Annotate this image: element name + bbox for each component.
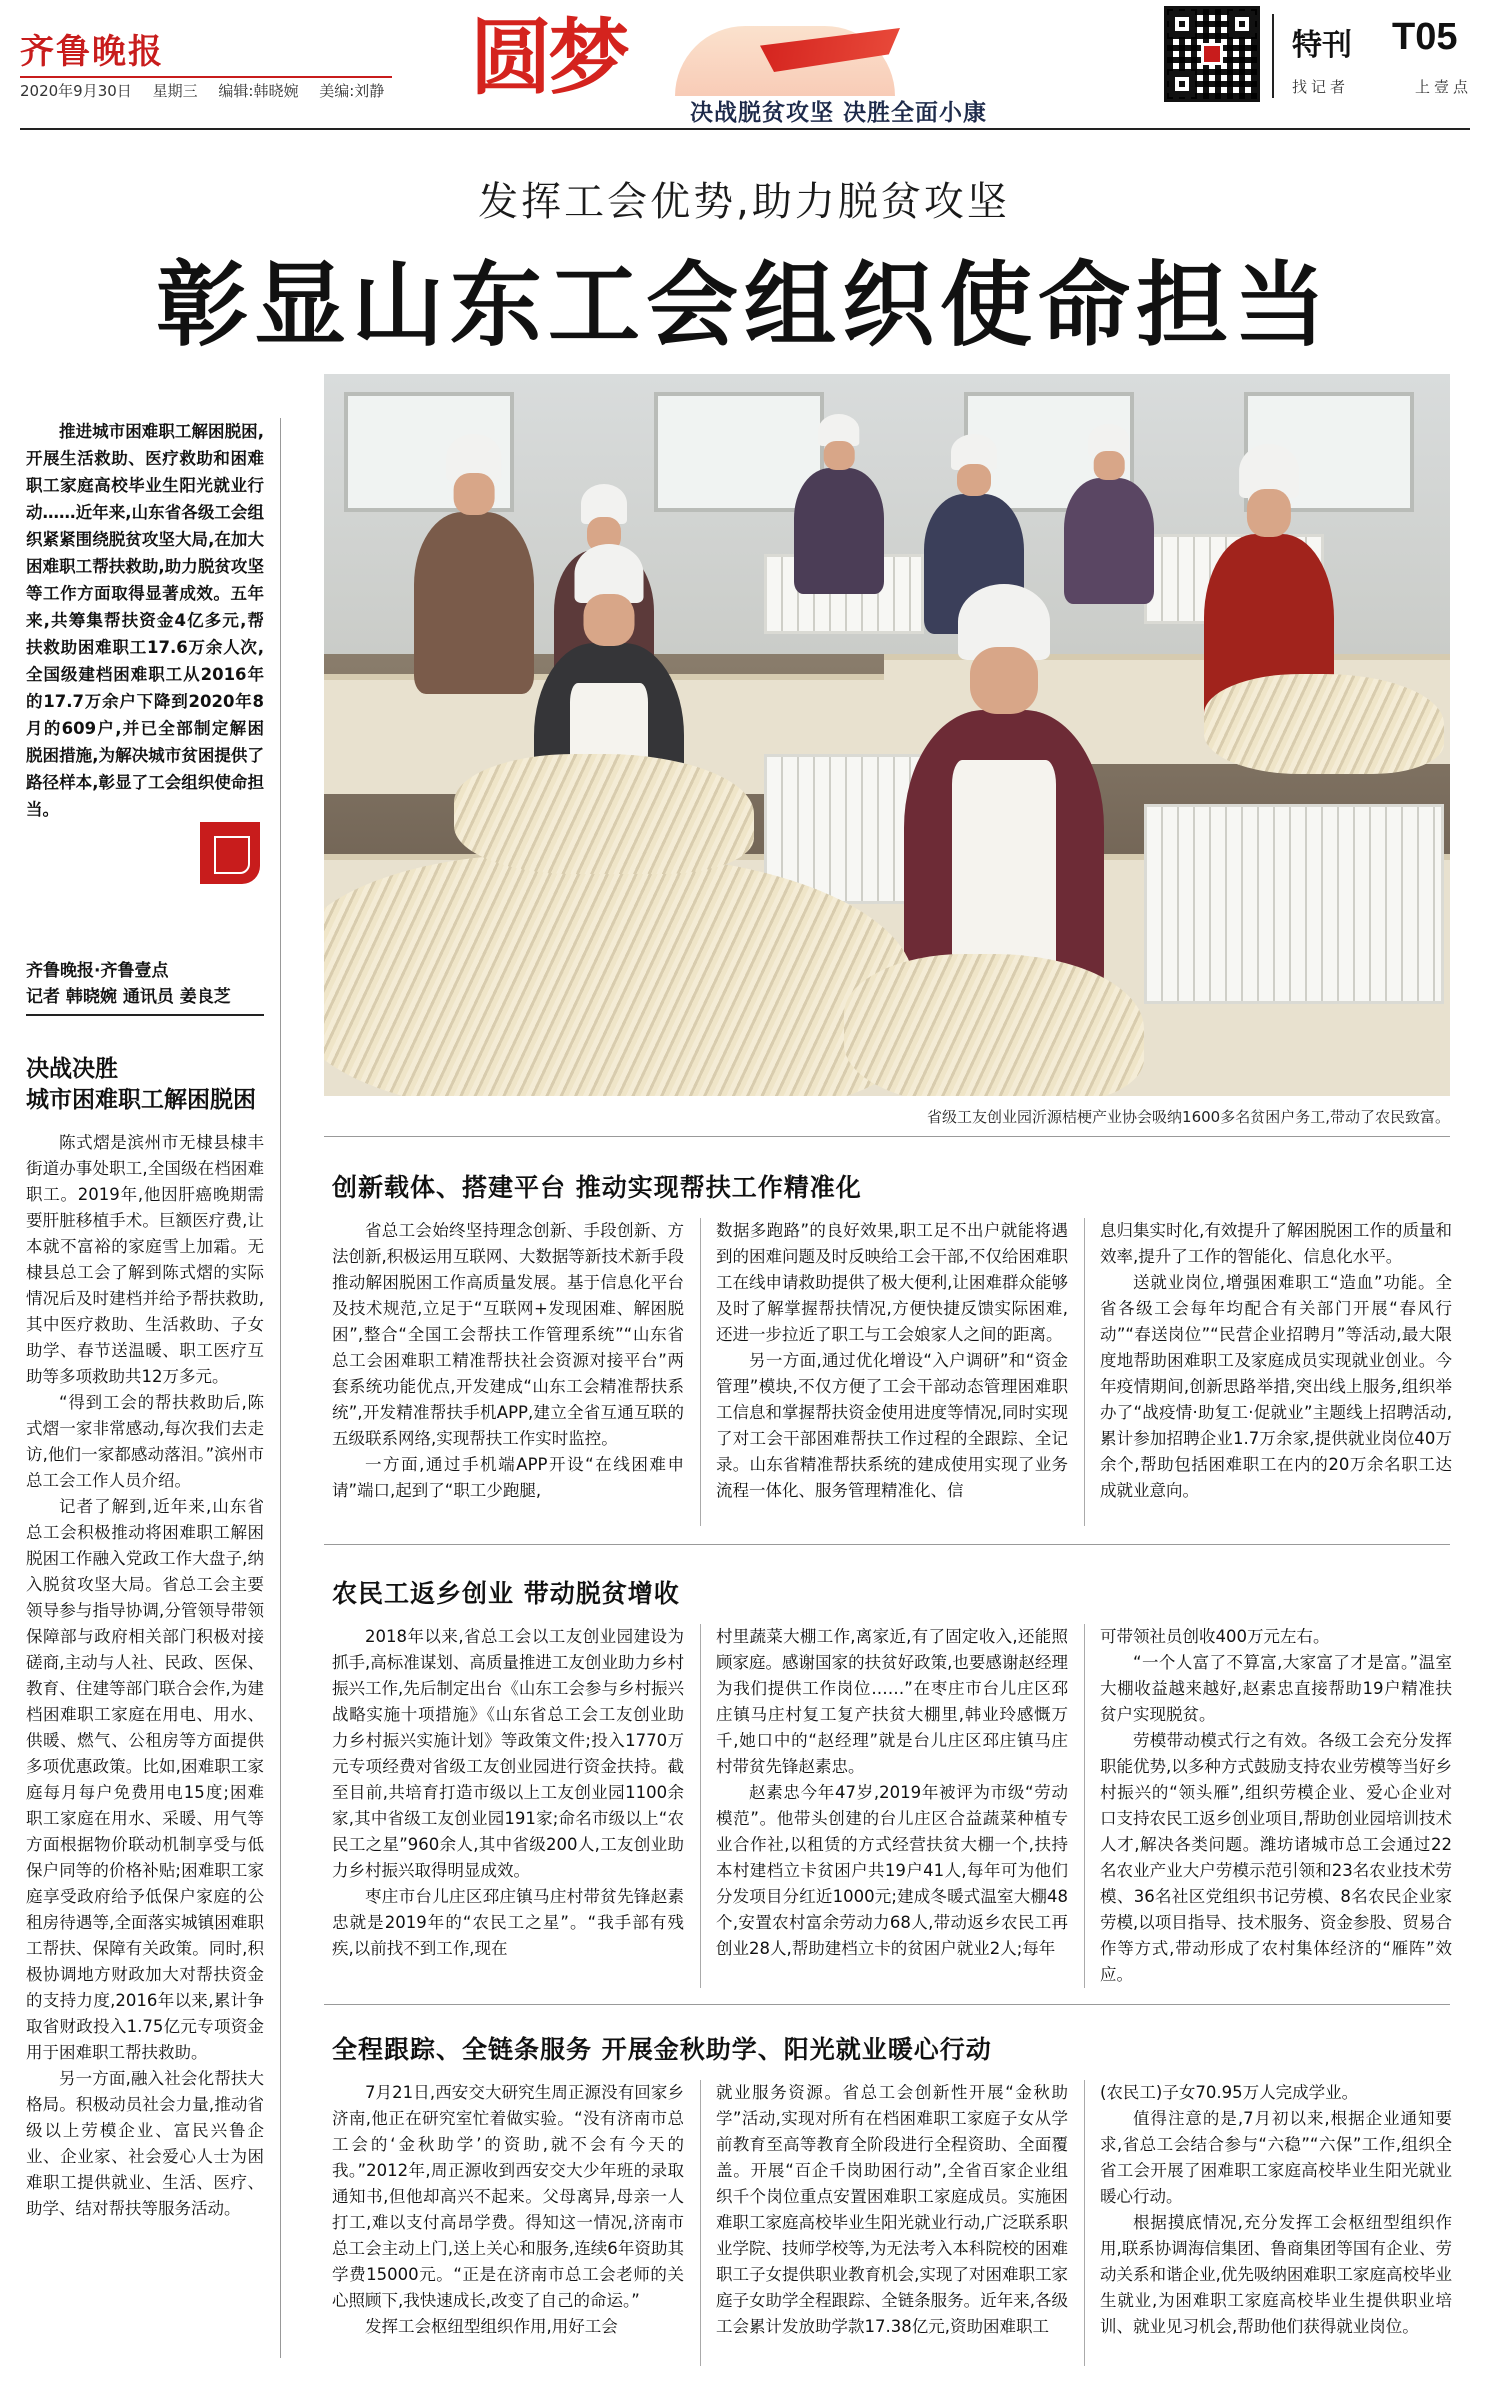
left-column-rule [280,418,281,2358]
paper-name: 齐鲁晚报 [20,32,164,72]
photo-crate [1144,804,1444,1004]
text-paragraph: 可带领社员创收400万元左右。 [1100,1627,1330,1646]
qr-corner [1229,11,1255,37]
text-column [1100,1218,1452,1526]
column-divider [700,2080,701,2366]
section-rule [324,2004,1450,2005]
lead-paragraph: 推进城市困难职工解困脱困,开展生活救助、医疗救助和困难职工家庭高校毕业生阳光就业行动……近年来,山东省各级工会组织紧紧围绕脱贫攻坚大局,在加大困难职工帮扶救助,助力脱贫攻坚等工作方面取得显著成效。五年来,共筹集帮扶资金4亿多元,帮扶救助困难职工17.6万余人次,全国级建档困难职工从2016年的17.7万余户下降到2020年8月的609户,并已全部制定解困脱困措施,为解决城市贫困提供了路径样本,彰显了工会组织使命担当。 [26,422,264,819]
text-paragraph: 息归集实时化,有效提升了解困脱困工作的质量和效率,提升了工作的智能化、信息化水平。 [1100,1221,1452,1266]
photo-root-pile [844,954,1144,1096]
qr-corner [1169,11,1195,37]
photo-caption: 省级工友创业园沂源桔梗产业协会吸纳1600多名贫困户务工,带动了农民致富。 [927,1108,1450,1126]
masthead [0,0,1488,140]
text-paragraph: 另一方面,通过优化增设“入户调研”和“资金管理”模块,不仅方便了工会干部动态管理困难职工信息和掌握帮扶资金使用进度等情况,同时实现了对工会干部困难帮扶工作过程的全跟踪、全记录。山东省精准帮扶系统的建成使用实现了业务流程一体化、服务管理精准化、信 [716,1351,1068,1500]
masthead-divider [20,76,392,78]
text-paragraph: 枣庄市台儿庄区邳庄镇马庄村带贫先锋赵素忠就是2019年的“农民工之星”。“我手部有残疾,以前找不到工作,现在 [332,1887,684,1958]
sidebar-paragraph: 记者了解到,近年来,山东省总工会积极推动将困难职工解困脱困工作融入党政工作大盘子,纳入脱贫攻坚大局。省总工会主要领导参与指导协调,分管领导带领保障部与政府相关部门积极对接磋商,主动与人社、民政、医保、教育、住建等部门联合会作,为建档困难职工家庭在用电、用水、供暖、燃气、公租房等方面提供多项优惠政策。比如,困难职工家庭每月每户免费用电15度;困难职工家庭在用水、采暖、用气等方面根据物价联动机制享受与低保户同等的价格补贴;困难职工家庭享受政府给予低保户家庭的公租房待遇等,全面落实城镇困难职工帮扶、保障有关政策。同时,积极协调地方财政加大对帮扶资金的支持力度,2016年以来,累计争取省财政投入1.75亿元专项资金用于困难职工帮扶救助。 [26,1497,264,2062]
text-column [716,2080,1068,2366]
text-paragraph: 值得注意的是,7月初以来,根据企业通知要求,省总工会结合参与“六稳”“六保”工作,组织全省工会开展了困难职工家庭高校毕业生阳光就业暖心行动。 [1100,2109,1452,2206]
logo-slogan: 决战脱贫攻坚 决胜全面小康 [690,100,988,126]
article-kicker: 发挥工会优势,助力脱贫攻坚 [478,179,1010,225]
qilu-yidian-logo-icon [200,822,260,884]
photo-worker [1064,424,1154,604]
text-paragraph: 发挥工会枢纽型组织作用,用好工会 [365,2317,618,2336]
text-column [332,2080,684,2366]
sidebar-title [26,1054,264,1116]
text-paragraph: 根据摸底情况,充分发挥工会枢纽型组织作用,联系协调海信集团、鲁商集团等国有企业、劳动关系和谐企业,优先吸纳困难职工家庭高校毕业生就业,为困难职工家庭高校毕业生提供职业培训、就业见习机会,帮助他们获得就业岗位。 [1100,2213,1452,2336]
text-column [332,1218,684,1526]
section-title: 创新载体、搭建平台 推动实现帮扶工作精准化 [332,1173,862,1202]
issue-weekday: 星期三 [152,82,198,100]
column-divider [1084,1624,1085,1988]
qr-code-icon[interactable] [1164,6,1260,102]
text-paragraph: 村里蔬菜大棚工作,离家近,有了固定收入,还能照顾家庭。感谢国家的扶贫好政策,也要感谢赵经理为我们提供工作岗位……”在枣庄市台儿庄区邳庄镇马庄村复工复产扶贫大棚里,韩业玲感慨万千,她口中的“赵经理”就是台儿庄区邳庄镇马庄村带贫先锋赵素忠。 [716,1627,1068,1776]
text-paragraph: 省总工会始终坚持理念创新、手段创新、方法创新,积极运用互联网、大数据等新技术新手段推动解困脱困工作高质量发展。基于信息化平台及技术规范,立足于“互联网+发现困难、解困脱困”,整合“全国工会帮扶工作管理系统”“山东省总工会困难职工精准帮扶社会资源对接平台”两套系统功能优点,开发建成“山东工会精准帮扶系统”,开发精准帮扶手机APP,建立全省互通互联的五级联系网络,实现帮扶工作实时监控。 [332,1221,684,1448]
column-divider [700,1218,701,1526]
byline [26,958,264,1016]
text-column [1100,1624,1452,1988]
text-paragraph: (农民工)子女70.95万人完成学业。 [1100,2083,1359,2102]
text-column [1100,2080,1452,2366]
reporter-contact [1292,76,1472,97]
issue-editor: 编辑:韩晓婉 [218,82,299,100]
section-rule [324,1544,1450,1545]
sidebar-paragraph: “得到工会的帮扶救助后,陈式熠一家非常感动,每次我们去走访,他们一家都感动落泪。”滨州市总工会工作人员介绍。 [26,1393,264,1490]
column-divider [1084,1218,1085,1526]
photo-worker [794,414,884,594]
photo-worker [904,584,1104,1004]
sidebar-title-line2: 城市困难职工解困脱困 [26,1087,256,1113]
text-paragraph: 就业服务资源。省总工会创新性开展“金秋助学”活动,实现对所有在档困难职工家庭子女从学前教育至高等教育全阶段进行全程资助、全面覆盖。开展“百企千岗助困行动”,全省百家企业组织千个岗位重点安置困难职工家庭成员。实施困难职工家庭高校毕业生阳光就业行动,广泛联系职业学院、技师学校等,为无法考入本科院校的困难职工子女提供职业教育机会,实现了对困难职工家庭子女助学全程跟踪、全链条服务。近年来,各级工会累计发放助学款17.38亿元,资助困难职工 [716,2083,1068,2336]
factory-workers-photo [324,374,1450,1096]
photo-root-pile [1204,674,1444,774]
text-paragraph: “一个人富了不算富,大家富了才是富。”温室大棚收益越来越好,赵素忠直接帮助19户精准扶贫户实现脱贫。 [1100,1653,1452,1724]
text-column [716,1624,1068,1988]
text-paragraph: 数据多跑路”的良好效果,职工足不出户就能将遇到的困难问题及时反映给工会干部,不仅给困难职工在线申请救助提供了极大便利,让困难群众能够及时了解掌握帮扶情况,方便快捷反馈实际困难,还进一步拉近了职工与工会娘家人之间的距离。 [716,1221,1068,1344]
section-title: 农民工返乡创业 带动脱贫增收 [332,1579,680,1608]
text-paragraph: 赵素忠今年47岁,2019年被评为市级“劳动模范”。他带头创建的台儿庄区合益蔬菜种植专业合作社,以租赁的方式经营扶贫大棚一个,扶持本村建档立卡贫困户共19户41人,每年可为他们分发项目分红近1000元;建成冬暖式温室大棚48个,安置农村富余劳动力68人,带动返乡农民工再创业28人,帮助建档立卡的贫困户就业2人;每年 [716,1783,1068,1958]
text-column [332,1624,684,1988]
text-paragraph: 2018年以来,省总工会以工友创业园建设为抓手,高标准谋划、高质量推进工友创业助力乡村振兴工作,先后制定出台《山东工会参与乡村振兴战略实施十项措施》《山东省总工会工友创业助力乡村振兴实施计划》等政策文件;投入1770万元专项经费对省级工友创业园进行资金扶持。截至目前,共培育打造市级以上工友创业园1100余家,其中省级工友创业园191家;命名市级以上“农民工之星”960余人,其中省级200人,工友创业助力乡村振兴取得明显成效。 [332,1627,684,1880]
photo-worker [414,434,534,694]
text-paragraph: 送就业岗位,增强困难职工“造血”功能。全省各级工会每年均配合有关部门开展“春风行动”“春送岗位”“民营企业招聘月”等活动,最大限度地帮助困难职工及家庭成员实现就业创业。今年疫情期间,创新思路举措,突出线上服务,组织举办了“战疫情·助复工·促就业”主题线上招聘活动,累计参加招聘企业1.7万余家,提供就业岗位40万余个,帮助包括困难职工在内的20万余名职工达成就业意向。 [1100,1273,1452,1500]
issue-info [20,80,400,101]
sidebar-paragraph: 陈式熠是滨州市无棣县棣丰街道办事处职工,全国级在档困难职工。2019年,他因肝癌晚期需要肝脏移植手术。巨额医疗费,让本就不富裕的家庭雪上加霜。无棣县总工会了解到陈式熠的实际情况后及时建档并给予帮扶救助,其中医疗救助、生活救助、子女助学、春节送温暖、职工医疗互助等多项救助共12万多元。 [26,1133,264,1386]
page-number: T05 [1392,16,1458,58]
byline-source: 齐鲁晚报·齐鲁壹点 [26,961,169,981]
logo-wordmark: 圆梦 [470,10,627,106]
column-divider [1084,2080,1085,2366]
byline-rule [26,1014,264,1016]
byline-people: 记者 韩晓婉 通讯员 姜良芝 [26,987,231,1007]
photo-rule [324,1136,1450,1137]
yuanmeng-logo [470,6,988,126]
issue-designer: 美编:刘静 [319,82,385,100]
qr-center-logo [1201,43,1223,65]
photo-root-pile [454,754,754,874]
text-paragraph: 一方面,通过手机端APP开设“在线困难申请”端口,起到了“职工少跑腿, [332,1455,684,1500]
text-paragraph: 7月21日,西安交大研究生周正源没有回家乡济南,他正在研究室忙着做实验。“没有济南市总工会的‘金秋助学’的资助,就不会有今天的我。”2012年,周正源收到西安交大少年班的录取通知书,但他却高兴不起来。父母离异,母亲一人打工,难以支付高昂学费。得知这一情况,济南市总工会主动上门,送上关心和服务,连续6年资助其学费15000元。“正是在济南市总工会老师的关心照顾下,我快速成长,改变了自己的命运。” [332,2083,684,2310]
masthead-bottom-rule [20,128,1470,130]
qr-corner [1169,71,1195,97]
article-lead [26,418,264,823]
sidebar-body [26,1130,264,2360]
section-title: 全程跟踪、全链条服务 开展金秋助学、阳光就业暖心行动 [332,2035,992,2064]
reporter-app: 上壹点 [1414,78,1472,96]
reporter-label: 找记者 [1292,78,1350,96]
issue-date: 2020年9月30日 [20,82,132,100]
article-headline: 彰显山东工会组织使命担当 [155,251,1332,359]
text-column [716,1218,1068,1526]
column-divider [700,1624,701,1988]
text-paragraph: 劳模带动模式行之有效。各级工会充分发挥职能优势,以多种方式鼓励支持农业劳模等当好乡村振兴的“领头雁”,组织劳模企业、爱心企业对口支持农民工返乡创业项目,帮助创业园培训技术人才,解决各类问题。潍坊诸城市总工会通过22名农业产业大户劳模示范引领和23名农业技术劳模、36名社区党组织书记劳模、8名农民企业家劳模,以项目指导、技术服务、资金参股、贸易合作等方式,带动形成了农村集体经济的“雁阵”效应。 [1100,1731,1452,1984]
sidebar-title-line1: 决战决胜 [26,1056,118,1082]
masthead-vertical-divider [1272,14,1274,98]
sidebar-paragraph: 另一方面,融入社会化帮扶大格局。积极动员社会力量,推动省级以上劳模企业、富民兴鲁企业、企业家、社会爱心人士为困难职工提供就业、生活、医疗、助学、结对帮扶等服务活动。 [26,2069,264,2218]
section-label: 特刊 [1292,28,1352,63]
